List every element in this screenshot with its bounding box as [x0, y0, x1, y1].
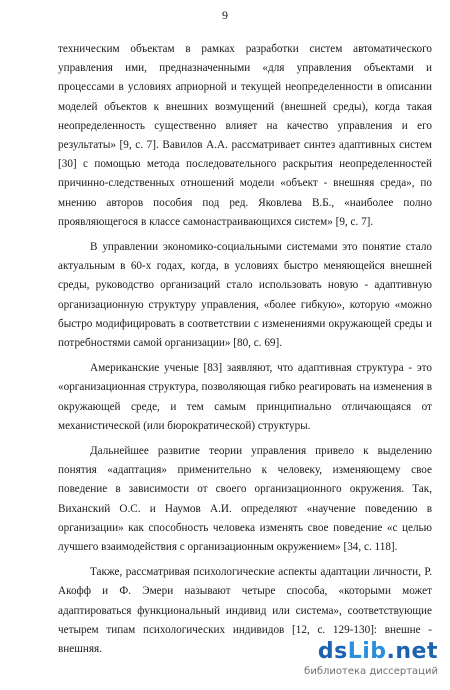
document-body: [58, 40, 432, 659]
logo-lib-text: Lib: [347, 639, 387, 664]
watermark-caption: библиотека диссертаций: [304, 666, 438, 677]
logo-net-text: net: [395, 639, 438, 664]
paragraph-5: Также, рассматривая психологические аспекты адаптации личности, Р. Акофф и Ф. Эмери называют четыре способа, «которыми может адаптироваться функциональный индивид или система», соответствующие четырем типам психологических индивидов [12, с. 129-130]: внешне - внешняя.: [58, 566, 432, 656]
paragraph-3: Американские ученые [83] заявляют, что адаптивная структура - это «организационная структура, позволяющая гибко реагировать на изменения в окружающей среде, и тем самым принципиально отличающаяся от механистической (или бюрократической) структуры.: [58, 362, 432, 432]
paragraph-2: В управлении экономико-социальными системами это понятие стало актуальным в 60-х годах, когда, в условиях быстро меняющейся внешней среды, руководство организаций стало использовать новую - адаптивную организационную структуру управления, «более гибкую», которую «можно быстро модифицировать в соответствии с изменениями окружающей среды и потребностями самой организации» [80, с. 69].: [58, 241, 432, 350]
logo-ds-text: ds: [317, 639, 348, 664]
paragraph-4: Дальнейшее развитие теории управления привело к выделению понятия «адаптация» применительно к человеку, изменяющему свое поведение в зависимости от своего организационного окружения. Так, Виханский О.С. и Наумов А.И. определяют «научение поведению в организации» как способность человека изменять свое поведение «с целью лучшего взаимодействия с организационным окружением» [34, с. 118].: [58, 445, 432, 554]
dslib-logo: [318, 640, 438, 664]
logo-dot-text: .: [386, 639, 396, 664]
page-number: 9: [222, 8, 228, 22]
dslib-watermark: [304, 640, 440, 684]
paragraph-1: техническим объектам в рамках разработки систем автоматического управления ими, предназначенными «для управления объектами и процессами в условиях априорной и текущей неопределенности в описании моделей объектов к внешних возмущений (внешней среды), когда такая неопределенность существенно влияет на качество управления и его результаты» [9, с. 7]. Вавилов А.А. рассматривает синтез адаптивных систем [30] с помощью метода последовательного раскрытия неопределенностей причинно-следственных отношений модели «объект - внешняя среда», по мнению авторов пособия под ред. Яковлева В.Б., «наиболее полно проявляющегося в классе самонастраивающихся систем» [9, с. 7].: [58, 43, 432, 228]
